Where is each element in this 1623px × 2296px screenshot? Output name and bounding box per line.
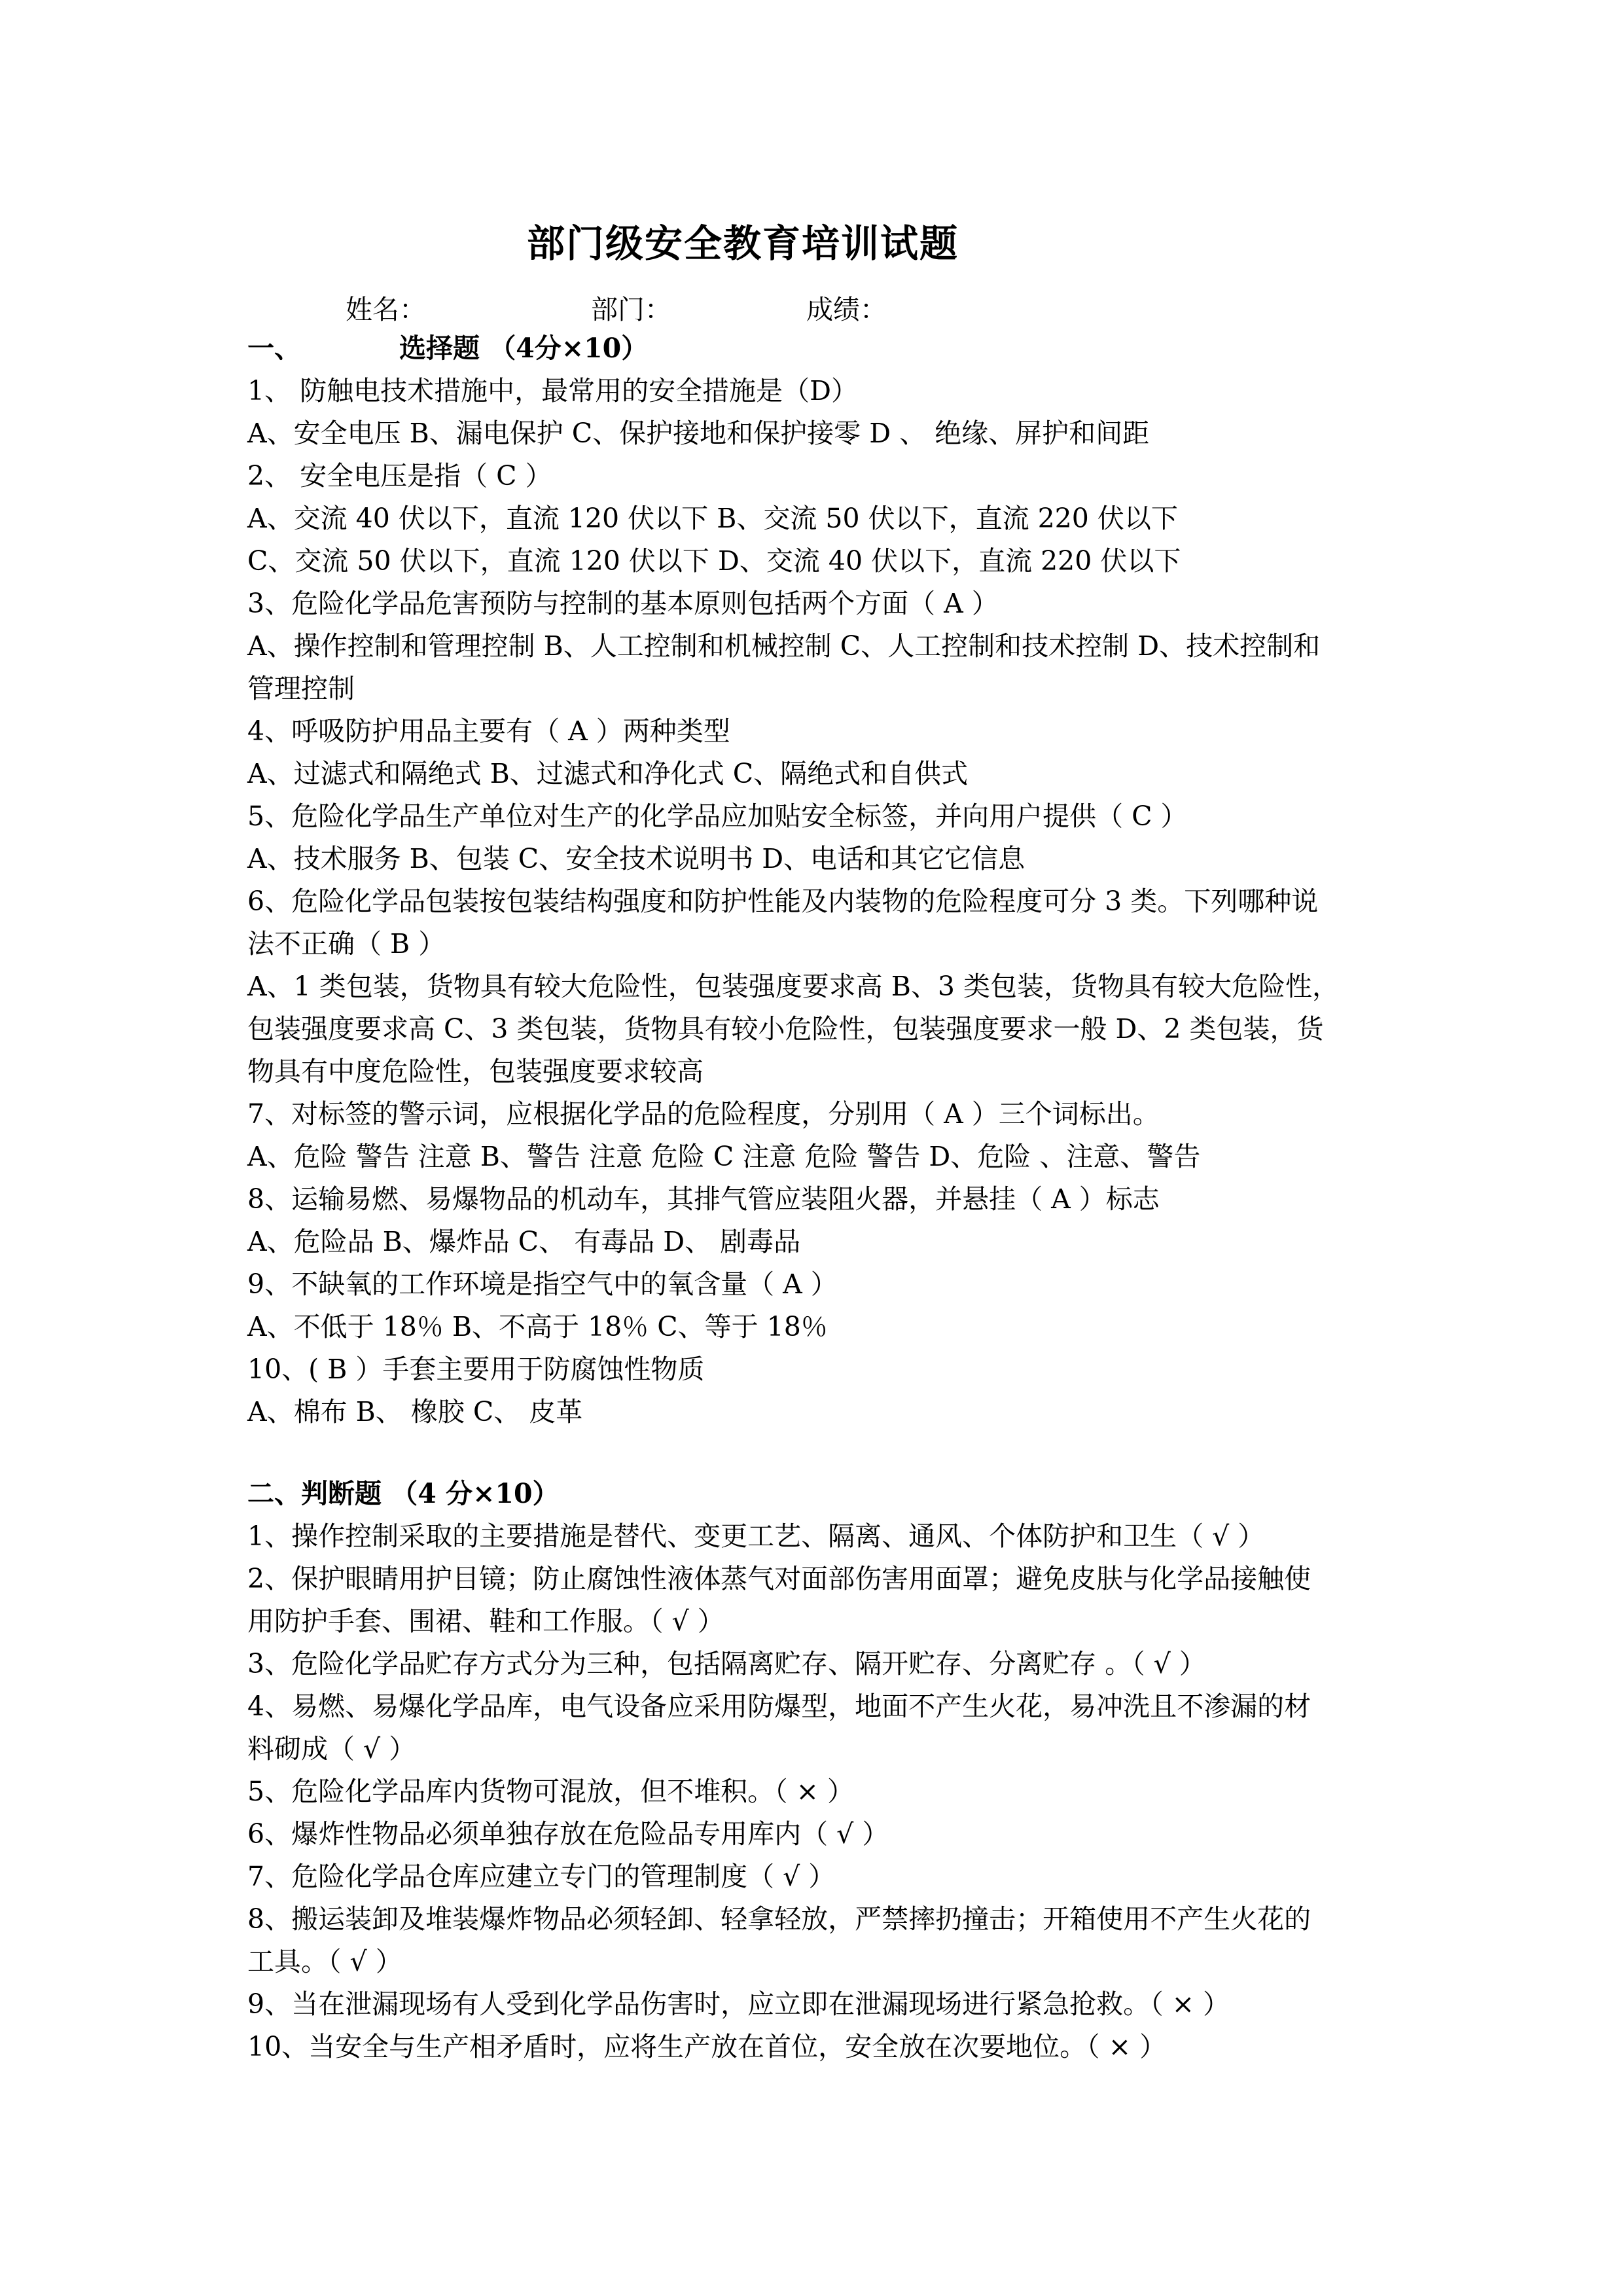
text-line: A、操作控制和管理控制 B、人工控制和机械控制 C、人工控制和技术控制 D、技术控制和 — [247, 630, 1321, 662]
text-line: 10、当安全与生产相矛盾时，应将生产放在首位，安全放在次要地位。（ × ） — [247, 2031, 1167, 2062]
score-label: 成绩： — [806, 294, 887, 325]
text-line: A、交流 40 伏以下，直流 120 伏以下 B、交流 50 伏以下，直流 220 伏以下 — [247, 503, 1178, 534]
text-line: 8、搬运装卸及堆装爆炸物品必须轻卸、轻拿轻放，严禁摔扔撞击；开箱使用不产生火花的 — [247, 1903, 1311, 1935]
text-line: 10、( B ）手套主要用于防腐蚀性物质 — [247, 1354, 705, 1385]
text-line: 6、危险化学品包装按包装结构强度和防护性能及内装物的危险程度可分 3 类。下列哪种说 — [247, 886, 1319, 917]
text-line: A、安全电压 B、漏电保护 C、保护接地和保护接零 D 、 绝缘、屏护和间距 — [247, 418, 1150, 449]
name-label: 姓名： — [346, 294, 426, 325]
department-label: 部门： — [591, 294, 671, 325]
text-line: 物具有中度危险性，包装强度要求较高 — [247, 1056, 704, 1087]
text-line: 管理控制 — [247, 673, 355, 704]
text-line: A、1 类包装，货物具有较大危险性，包装强度要求高 B、3 类包装，货物具有较大危险性， — [247, 971, 1340, 1002]
text-line: 7、对标签的警示词，应根据化学品的危险程度，分别用（ A ）三个词标出。 — [247, 1098, 1160, 1130]
text-line: 1、操作控制采取的主要措施是替代、变更工艺、隔离、通风、个体防护和卫生（ √ ） — [247, 1520, 1265, 1552]
text-line: 2、保护眼睛用护目镜；防止腐蚀性液体蒸气对面部伤害用面罩；避免皮肤与化学品接触使 — [247, 1563, 1311, 1594]
text-line: A、危险 警告 注意 B、警告 注意 危险 C 注意 危险 警告 D、危险 、注意、警告 — [247, 1141, 1201, 1172]
text-line: 用防护手套、围裙、鞋和工作服。（ √ ） — [247, 1605, 724, 1637]
text-line: 3、危险化学品贮存方式分为三种，包括隔离贮存、隔开贮存、分离贮存 。（ √ ） — [247, 1648, 1206, 1679]
text-line: 6、爆炸性物品必须单独存放在危险品专用库内（ √ ） — [247, 1818, 889, 1850]
text-line: 料砌成（ √ ） — [247, 1733, 416, 1765]
text-line: 工具。（ √ ） — [247, 1946, 402, 1977]
text-line: 8、运输易燃、易爆物品的机动车，其排气管应装阻火器，并悬挂（ A ）标志 — [247, 1183, 1160, 1215]
text-line: A、棉布 B、 橡胶 C、 皮革 — [247, 1396, 583, 1427]
text-line: 5、危险化学品生产单位对生产的化学品应加贴安全标签，并向用户提供（ C ） — [247, 800, 1188, 832]
text-line: A、危险品 B、爆炸品 C、 有毒品 D、 剧毒品 — [247, 1226, 801, 1257]
text-line: 7、危险化学品仓库应建立专门的管理制度（ √ ） — [247, 1861, 836, 1892]
text-line: 9、当在泄漏现场有人受到化学品伤害时，应立即在泄漏现场进行紧急抢救。（ × ） — [247, 1988, 1230, 2020]
text-line: 9、不缺氧的工作环境是指空气中的氧含量（ A ） — [247, 1268, 838, 1300]
text-line: A、技术服务 B、包装 C、安全技术说明书 D、电话和其它它信息 — [247, 843, 1026, 874]
text-line: 3、危险化学品危害预防与控制的基本原则包括两个方面（ A ） — [247, 588, 999, 619]
text-line: 4、易燃、易爆化学品库，电气设备应采用防爆型，地面不产生火花，易冲洗且不渗漏的材 — [247, 1691, 1311, 1722]
page-title: 部门级安全教育培训试题 — [526, 221, 959, 266]
section-2-heading: 二、判断题 （4 分×10） — [247, 1478, 560, 1509]
section-1-title: 选择题 （4分×10） — [399, 332, 649, 364]
section-1-number: 一、 — [247, 332, 301, 364]
text-line: 法不正确（ B ） — [247, 928, 446, 960]
text-line: 包装强度要求高 C、3 类包装，货物具有较小危险性，包装强度要求一般 D、2 类包装，货 — [247, 1013, 1324, 1045]
text-line: 5、危险化学品库内货物可混放，但不堆积。（ × ） — [247, 1776, 855, 1807]
text-line: 1、 防触电技术措施中，最常用的安全措施是（D） — [247, 375, 858, 406]
text-line: 4、呼吸防护用品主要有（ A ）两种类型 — [247, 715, 730, 747]
section-1-heading — [247, 332, 649, 364]
text-line: A、不低于 18％ B、不高于 18％ C、等于 18％ — [247, 1311, 828, 1342]
text-line: 2、 安全电压是指（ C ） — [247, 460, 552, 492]
text-line: C、交流 50 伏以下，直流 120 伏以下 D、交流 40 伏以下，直流 220 伏以下 — [247, 545, 1181, 577]
text-line: A、过滤式和隔绝式 B、过滤式和净化式 C、隔绝式和自供式 — [247, 758, 969, 789]
